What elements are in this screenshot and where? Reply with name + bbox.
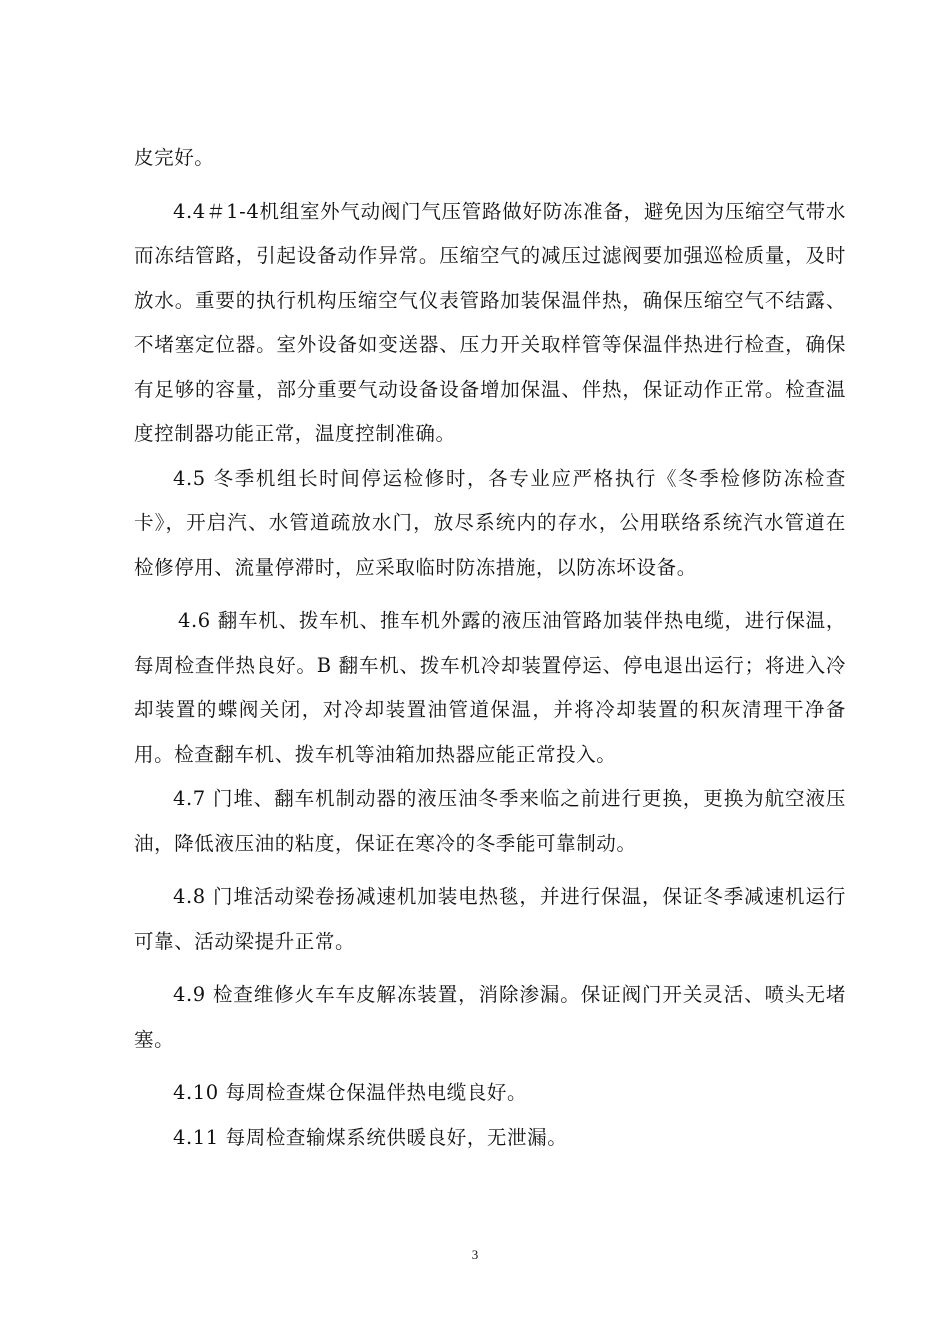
paragraph-4-4: 4.4＃1-4机组室外气动阀门气压管路做好防冻准备，避免因为压缩空气带水而冻结管路，引起设备动作异常。压缩空气的减压过滤阀要加强巡检质量，及时放水。重要的执行机构压缩空气仪表管路加装保温伴热，确保压缩空气不结露、不堵塞定位器。室外设备如变送器、压力开关取样管等保温伴热进行检查，确保有足够的容量，部分重要气动设备设备增加保温、伴热，保证动作正常。检查温度控制器功能正常，温度控制准确。 [134, 199, 846, 445]
paragraph-4-8: 4.8 门堆活动梁卷扬减速机加装电热毯，并进行保温，保证冬季减速机运行可靠、活动梁提升正常。 [134, 885, 846, 953]
paragraph-4-11: 4.11 每周检查输煤系统供暖良好，无泄漏。 [173, 1125, 568, 1149]
paragraph-4-5: 4.5 冬季机组长时间停运检修时，各专业应严格执行《冬季检修防冻检查卡》，开启汽、水管道疏放水门，放尽系统内的存水，公用联络系统汽水管道在检修停用、流量停滞时，应采取临时防冻措施，以防冻坏设备。 [134, 466, 846, 579]
paragraph-continuation: 皮完好。 [134, 146, 215, 169]
paragraph-4-7: 4.7 门堆、翻车机制动器的液压油冬季来临之前进行更换，更换为航空液压油，降低液压油的粘度，保证在寒冷的冬季能可靠制动。 [134, 787, 846, 855]
paragraph-4-10: 4.10 每周检查煤仓保温伴热电缆良好。 [173, 1081, 528, 1104]
paragraph-4-6: 4.6 翻车机、拨车机、推车机外露的液压油管路加装伴热电缆，进行保温，每周检查伴热良好。B 翻车机、拨车机冷却装置停运、停电退出运行；将进入冷却装置的蝶阀关闭，对冷却装置油管道保温，并将冷却装置的积灰清理干净备用。检查翻车机、拨车机等油箱加热器应能正常投入。 [134, 609, 846, 766]
document-body [134, 136, 846, 1160]
page-number: 3 [471, 1247, 479, 1262]
paragraph-4-9: 4.9 检查维修火车车皮解冻装置，消除渗漏。保证阀门开关灵活、喷头无堵塞。 [134, 983, 846, 1051]
